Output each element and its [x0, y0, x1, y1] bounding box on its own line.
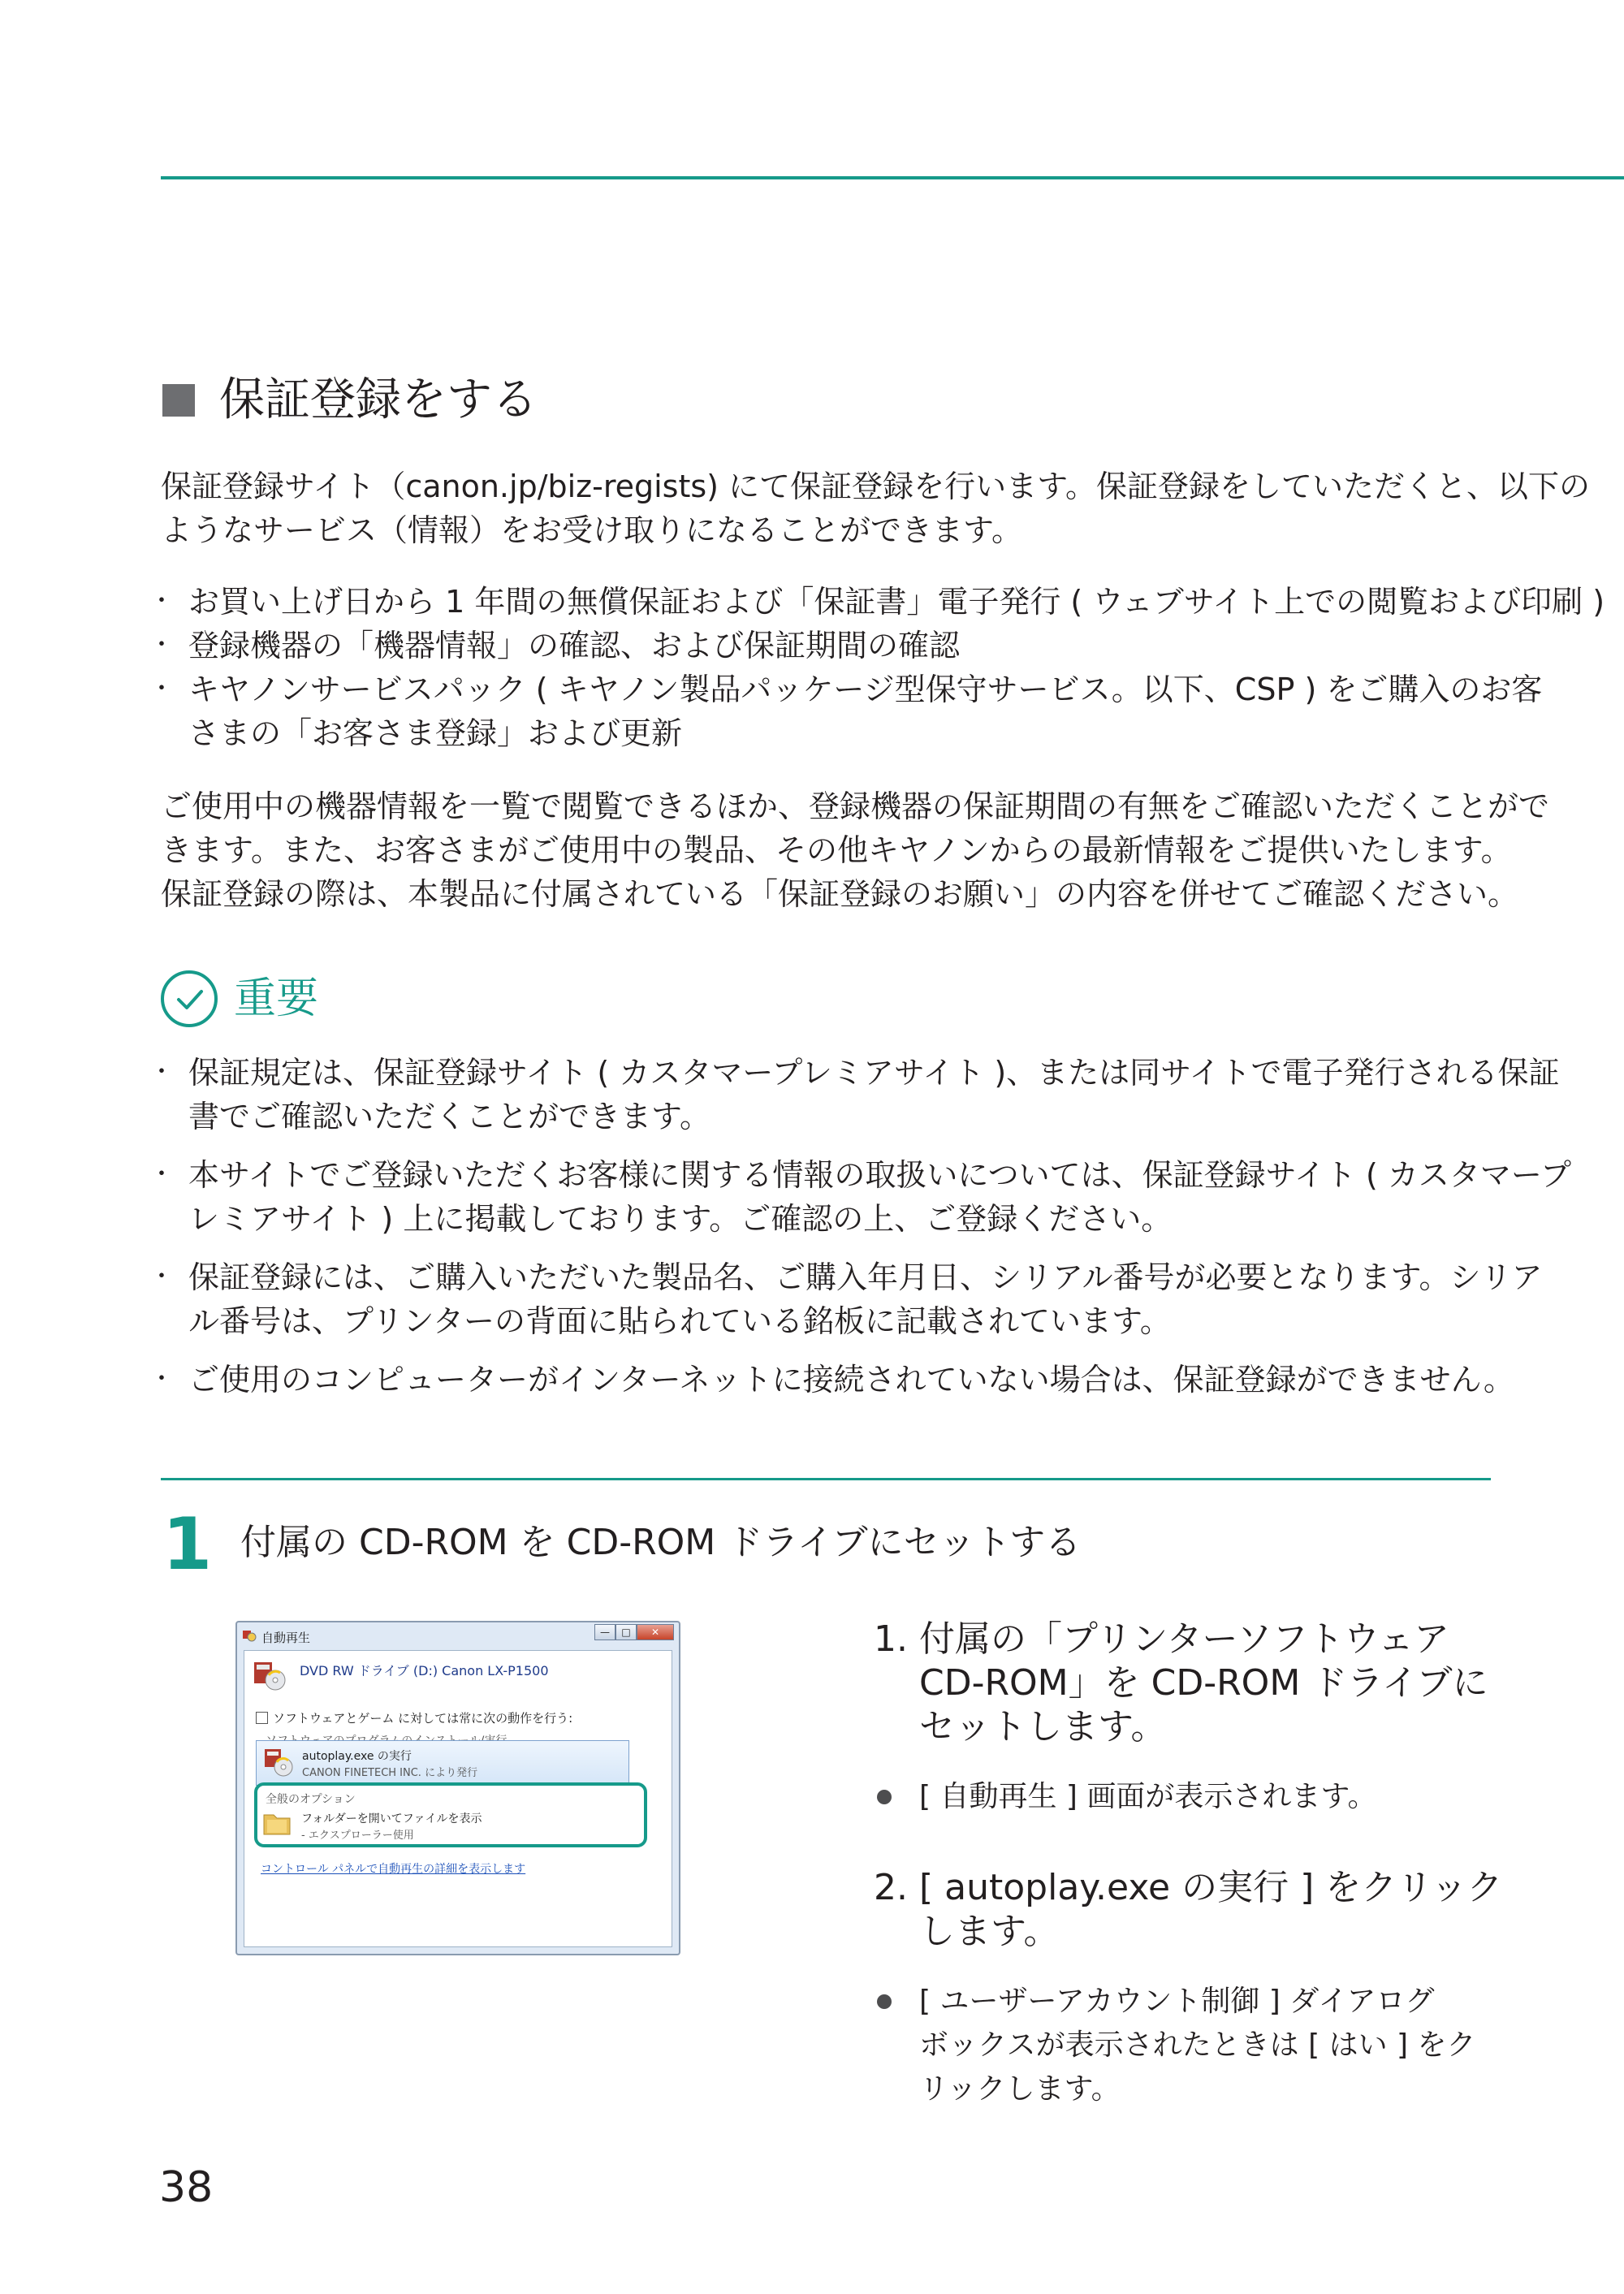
- highlight-frame: [254, 1782, 647, 1847]
- note-2: [877, 1980, 1476, 2111]
- list-item: [161, 667, 1605, 755]
- instruction-number: 2.: [874, 1867, 908, 1908]
- section-heading-text: 保証登録をする: [219, 374, 538, 426]
- note-line: [ 自動再生 ] 画面が表示されます。: [919, 1780, 1377, 1813]
- list-item-line: ・ 登録機器の「機器情報」の確認、および保証期間の確認: [188, 628, 961, 663]
- list-item-line: ル番号は、プリンターの背面に貼られている銘板に記載されています。: [188, 1303, 1171, 1339]
- list-item: [161, 1051, 1571, 1138]
- page-number: 38: [159, 2163, 214, 2212]
- note-line: [ ユーザーアカウント制御 ] ダイアログ: [919, 1985, 1435, 2018]
- list-item-line: さまの「お客さま登録」および更新: [188, 715, 683, 751]
- important-list: [161, 1051, 1571, 1416]
- drive-label: DVD RW ドライブ (D:) Canon LX-P1500: [300, 1663, 549, 1678]
- details-line: 保証登録の際は、本製品に付属されている「保証登録のお願い」の内容を併せてご確認ください。: [161, 876, 1519, 912]
- autoplay-icon: [242, 1627, 257, 1642]
- instruction-line: [ autoplay.exe の実行 ] をクリック: [919, 1867, 1503, 1908]
- maximize-button[interactable]: □: [615, 1624, 637, 1640]
- instruction-number: 1.: [874, 1618, 908, 1660]
- square-bullet-icon: [162, 384, 195, 417]
- instruction-line: 付属の「プリンターソフトウェア: [919, 1618, 1449, 1660]
- list-item: [161, 1255, 1571, 1343]
- details-line: ご使用中の機器情報を一覧で閲覧できるほか、登録機器の保証期間の有無をご確認いただくことがで: [161, 788, 1550, 824]
- close-button[interactable]: ✕: [637, 1624, 674, 1640]
- list-item-line: 書でご確認いただくことができます。: [188, 1099, 710, 1134]
- general-options-label: 全般のオプション: [266, 1793, 356, 1806]
- list-item: [161, 624, 1605, 667]
- list-item-line: ・ 保証登録には、ご購入いただいた製品名、ご購入年月日、シリアル番号が必要となります。シリア: [188, 1259, 1543, 1295]
- list-item-line: ・ キヤノンサービスパック ( キヤノン製品パッケージ型保守サービス。以下、CSP ) をご購入のお客: [188, 672, 1543, 707]
- step-rule: [161, 1478, 1491, 1480]
- important-label: 重要: [234, 974, 319, 1023]
- intro-paragraph: [161, 464, 1590, 552]
- dvd-drive-icon: [253, 1659, 288, 1691]
- instruction-1: [874, 1618, 1488, 1749]
- always-do-checkbox-row[interactable]: [256, 1709, 572, 1726]
- autoplay-exe-option[interactable]: [256, 1740, 629, 1786]
- folder-option-subtitle: - エクスプローラー使用: [301, 1830, 414, 1842]
- instruction-row: [874, 1618, 1488, 1749]
- folder-option-title: フォルダーを開いてファイルを表示: [301, 1812, 482, 1825]
- instruction-line: セットします。: [919, 1706, 1167, 1748]
- important-heading: [161, 970, 318, 1027]
- instruction-text: [919, 1618, 1488, 1749]
- software-group-label: [266, 1732, 507, 1739]
- list-item-line: ・ お買い上げ日から 1 年間の無償保証および「保証書」電子発行 ( ウェブサイト上での閲覧および印刷 ): [188, 584, 1605, 620]
- step-title: 付属の CD-ROM を CD-ROM ドライブにセットする: [240, 1522, 1082, 1563]
- section-heading: [162, 369, 538, 431]
- instruction-text: [919, 1866, 1502, 1954]
- checkbox-label: ソフトウェアとゲーム に対しては常に次の動作を行う:: [273, 1711, 573, 1726]
- list-item-line: ・ 保証規定は、保証登録サイト ( カスタマープレミアサイト )、または同サイトで電子発行される保証: [188, 1055, 1560, 1091]
- list-item-line: ・ 本サイトでご登録いただくお客様に関する情報の取扱いについては、保証登録サイト ( カスタマープ: [188, 1157, 1572, 1193]
- note-line: ボックスが表示されたときは [ はい ] をク: [919, 2028, 1476, 2062]
- list-item-line: ・ ご使用のコンピューターがインターネットに接続されていない場合は、保証登録ができません。: [188, 1362, 1514, 1398]
- window-controls: [594, 1624, 674, 1640]
- dialog-title: 自動再生: [261, 1631, 311, 1645]
- intro-line: 保証登録サイト（canon.jp/biz-regists) にて保証登録を行います。保証登録をしていただくと、以下の: [161, 469, 1591, 504]
- note-1: [877, 1775, 1377, 1819]
- note-text: [919, 1980, 1476, 2111]
- minimize-button[interactable]: —: [594, 1624, 615, 1640]
- option-publisher: CANON FINETECH INC. により発行: [302, 1767, 478, 1779]
- note-row: [877, 1775, 1377, 1819]
- services-list: [161, 580, 1605, 755]
- check-circle-icon: [161, 970, 218, 1027]
- instruction-row: [874, 1866, 1502, 1954]
- list-item: [161, 1358, 1571, 1402]
- always-do-checkbox[interactable]: [256, 1712, 268, 1724]
- bullet-dot-icon: [877, 1994, 892, 2009]
- top-rule: [161, 176, 1624, 179]
- instruction-line: します。: [919, 1911, 1060, 1952]
- dialog-titlebar: [237, 1622, 679, 1650]
- instruction-line: CD-ROM」を CD-ROM ドライブに: [919, 1662, 1488, 1704]
- intro-line: ようなサービス（情報）をお受け取りになることができます。: [161, 512, 1022, 548]
- bullet-dot-icon: [877, 1790, 892, 1804]
- installer-icon: [263, 1748, 294, 1777]
- step-number: 1: [162, 1502, 213, 1586]
- list-item: [161, 580, 1605, 624]
- list-item-line: レミアサイト ) 上に掲載しております。ご確認の上、ご登録ください。: [188, 1201, 1173, 1237]
- control-panel-link[interactable]: コントロール パネルで自動再生の詳細を表示します: [261, 1863, 526, 1876]
- details-line: きます。また、お客さまがご使用中の製品、その他キヤノンからの最新情報をご提供いたします。: [161, 832, 1512, 868]
- details-paragraph: [161, 784, 1549, 916]
- note-row: [877, 1980, 1476, 2111]
- drive-header: [253, 1659, 549, 1691]
- option-title: autoplay.exe の実行: [302, 1750, 412, 1763]
- note-line: リックします。: [919, 2072, 1121, 2106]
- list-item: [161, 1153, 1571, 1241]
- instruction-2: [874, 1866, 1502, 1954]
